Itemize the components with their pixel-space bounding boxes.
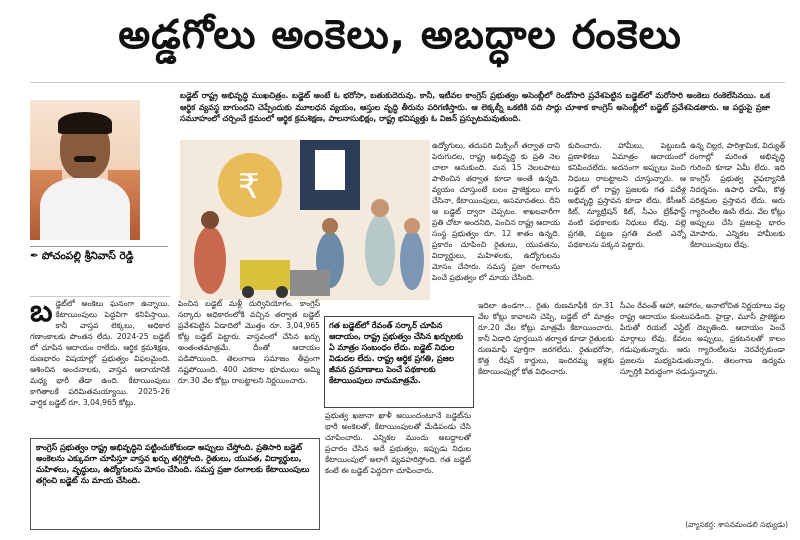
- budget-illustration: [180, 140, 430, 300]
- column-4: ఉద్యోగులు, తదుపరి మిక్సింగ్ తర్వాత దాని పెరుగుదల, రాష్ట్ర అభివృద్ధి కు ప్రతి నెల చాలా ఆనుకుంది. మన 15 నెలలపాటు పాలించిన తర్వాత కూడా అంతే ఉన్నది. వ్యయం చూస్తుంటే బలం ప్రాజెక్టులు బాగు చేసినా, కేటాయింపులు, అసమానతలు. దీని ఆ బడ్జెట్ ద్వారా చెప్పటం. శాఖలవారీగా ప్రతి చోటా అందనిది, పెంచిన రాష్ట్ర ఆదాయ సంస్థ ప్రభుత్వం రూ. 12 శాతం ఉన్నది. ప్రకారం చూపించి రైతులు, యువతను, విద్యార్థులు, మహిళలకు, ఉద్యోగులను మోసం చేసారు. సమస్త ప్రజా రంగాలను పెంచే ప్రభుత్వం లో మాయ చేసింది.: [432, 141, 560, 282]
- author-name: పోచంపల్లి శ్రీనివాస్ రెడ్డి: [41, 250, 134, 262]
- author-byline: [30, 246, 168, 265]
- mustache: [74, 156, 96, 162]
- author-photo: [30, 100, 140, 240]
- column-5: కుదించారు. హామీలు, పెట్టుబడి ప్రణాళికలు ఏమాత్రం ఆదాయంలో కనిపించలేదు. అదనంగా అప్పులు పెంచి నిధులు రాబట్టాలని చూస్తున్నారు. ఆ బడ్జెట్ లో రాష్ట్ర ప్రజలకు గత పదేళ్ల అభివృద్ధి ప్రస్తావన కూడా లేదు. కేసీఆర్ కిట్, న్యూట్రిషన్ కిట్, సీఎం బ్రేక్‌ఫాస్ట్ వంటి పథకాలకు నిధులు లేవు. పల్లె ప్రగతి, పట్టణ ప్రగతి వంటి ఎన్నో పథకాలను పక్కన పెట్టారు.: [568, 141, 686, 249]
- column-8: సీఎం రేవంత్ ఆహా, ఆహారం, అనాలోచిత నిర్ణయాలు వల్ల రాష్ట్ర ఆదాయం కుంటుపడింది. హైడ్రా, మూసీ ప్రాజెక్టుల పేరుతో రియల్ ఎస్టేట్ దెబ్బతింది. ఆదాయం పెంచే మార్గాలు లేవు. కేవలం అప్పులు, ప్రకటనలతో కాలం గడుపుతున్నారు. ఆరు గ్యారెంటీలను నెరవేర్చకుండా ప్రజలను మభ్యపెడుతున్నారు. తెలంగాణ ఉద్యమ స్ఫూర్తికి విరుద్ధంగా నడుస్తున్నారు.: [620, 301, 785, 376]
- callout-box: కాంగ్రెస్ ప్రభుత్వం రాష్ట్ర అభివృద్ధిని పట్టించుకోకుండా అప్పులు చేస్తోంది. ప్రతిసారి బడ్జెట్ అంకెలను ఎక్కువగా చూపిస్తూ వాస్తవ ఖర్చు తగ్గిస్తోంది. రైతులు, యువత, విద్యార్థులు, మహిళలు, వృద్ధులు, ఉద్యోగులను మోసం చేసింది. సమస్త ప్రజా రంగాలకు కేటాయింపులు తగ్గించి బడ్జెట్ ను మాయ చేసింది.: [30, 438, 320, 530]
- shirt: [40, 178, 130, 240]
- column-6: ఉన్న చిల్లర, పారిశ్రామిక, విద్యుత్ రంగాల్లో మరింత అభివృద్ధి గురించి కూడా ఏమీ లేదు. ఇది కాంగ్రెస్ ప్రభుత్వ వైఫల్యానికి నిదర్శనం. ఉపాధి హామీ, కొత్త పరిశ్రమల ప్రస్తావన లేదు. ఆరు గ్యారెంటీల ఊసే లేదు. వేల కోట్లు అప్పులు చేసి ప్రజలపై భారం మోపారు. ఎన్నికల హామీలకు కేటాయింపులు లేవు.: [690, 141, 785, 249]
- column-1: [30, 298, 170, 436]
- author-credit: (వ్యాసకర్త: శాసనమండలి సభ్యుడు): [685, 520, 788, 529]
- mid-divider: [30, 296, 170, 297]
- illustration: [180, 140, 430, 300]
- intro-paragraph: బడ్జెట్ రాష్ట్ర అభివృద్ధి ముఖచిత్రం. బడ్జెట్ అంటే ఓ భరోసా, బతుకుదెరువు. కానీ, ఇటీవల కాంగ్రెస్ ప్రభుత్వం అసెంబ్లీలో రెండోసారి ప్రవేశపెట్టిన బడ్జెట్‌లో మరోసారి అంకెలు రంకెలేసినయి. ఒక ఆర్థిక వ్యవస్థ బాగుందని చెప్పేందుకు మూలధన వ్యయం, ఆస్తుల వృద్ధి తీరును పరిగణిస్తారు. ఆ లెక్కల్నీ ఒకటికి పది సార్లు చూశాక కాంగ్రెస్ అసెంబ్లీలో బడ్జెట్ ప్రవేశపెడతారు. ఆ పద్దుపై ప్రజా సమూహంలో చర్చించే క్రమంలో ఆర్థిక క్రమశిక్షణ, పాలనాసుభిక్షం, రాష్ట్ర భవిష్యత్తు ఓ విజన్ ప్రస్ఫుటమవుతుంది.: [180, 91, 770, 123]
- column-1-text: డ్జెట్‌లో అంకెలు ఘనంగా ఉన్నాయి. కేటాయింపులు పెద్దవిగా కనిపిస్తాయి. కానీ వాస్తవ లెక్కలు, అధికార గణాంకాలకు పొంతన లేదు. 2024-25 బడ్జెట్ లో చూపిన ఆదాయం రాలేదు. ఆర్థిక క్రమశిక్షణ, రుణభారం విషయాల్లో ప్రభుత్వం విఫలమైంది. ఆశించిన అంచనాలకు, వాస్తవ ఆదాయానికి మధ్య భారీ తేడా ఉంది. కేటాయింపులు కాగితాలకే పరిమితమయ్యాయి. 2025-26 వార్షిక బడ్జెట్ రూ. 3,04,965 కోట్లు.: [30, 299, 170, 407]
- hair: [58, 112, 112, 134]
- pull-quote: గత బడ్జెట్‌లో రేవంత్ సర్కార్ చూపిన ఆదాయం, రాష్ట్ర ప్రభుత్వం చేసిన ఖర్చులకు ఏ మాత్రం సంబంధం లేదు. బడ్జెట్ నిధుల విడుదల లేదు. రాష్ట్ర ఆర్థిక ప్రగతి, ప్రజల జీవన ప్రమాణాలు పెంచే పథకాలకు కేటాయింపులు నామమాత్రమే.: [324, 316, 474, 408]
- headline: అడ్డగోలు అంకెలు, అబద్ధాల రంకెలు: [118, 12, 682, 58]
- svg-text:₹: ₹: [238, 167, 260, 207]
- column-2: పెంచిన బడ్జెట్ మళ్లీ దుర్వినియోగం. కాంగ్రెస్ సర్కారు అధికారంలోకి వచ్చిన తర్వాత బడ్జెట్ ప్రవేశపెట్టిన ఏడాదిలో మొత్తం రూ. 3,04,965 కోట్ల బడ్జెట్ పెట్టారు. వాస్తవంలో చేసిన ఖర్చు అంతంతమాత్రమే. దీంతో ఆదాయం పడిపోయింది. తెలంగాణ సమాజం తీవ్రంగా నష్టపోయింది. 400 ఎకరాల భూములు అమ్మి రూ.30 వేల కోట్లు రాబట్టాలని నిర్ణయించారు.: [178, 299, 320, 385]
- pen-icon: ✒: [30, 250, 39, 262]
- column-3: ప్రభుత్వ ఖజానా ఖాళీ అయిందంటూనే బడ్జెట్‌ను భారీ అంకెలతో, కేటాయింపులతో మేడిపండు చేసి చూపించారు. ఎన్నికల ముందు అబద్ధాలతో ప్రచారం చేసిన అదే ప్రభుత్వం, ఇప్పుడు నిధుల కేటాయింపులో అలాగే వ్యవహరిస్తోంది. గత బడ్జెట్ కంటే ఈ బడ్జెట్ పెద్దదిగా చూపించారు.: [325, 411, 471, 475]
- top-divider: [30, 82, 785, 83]
- column-7: ఇదిలా ఉండగా... రైతు రుణమాఫీకి రూ.31 వేల కోట్లు కావాలని చెప్పి, బడ్జెట్ లో మాత్రం రూ.20 వేల కోట్లు మాత్రమే కేటాయించారు. కానీ ఏడాది పూర్తయిన తర్వాత కూడా రైతులకు రుణమాఫీ పూర్తిగా జరగలేదు. రైతుభరోసా, కొత్త రేషన్ కార్డులు, ఇందిరమ్మ ఇళ్లకు కేటాయింపుల్లో కోత విధించారు.: [478, 301, 614, 376]
- drop-cap: బ: [30, 298, 53, 329]
